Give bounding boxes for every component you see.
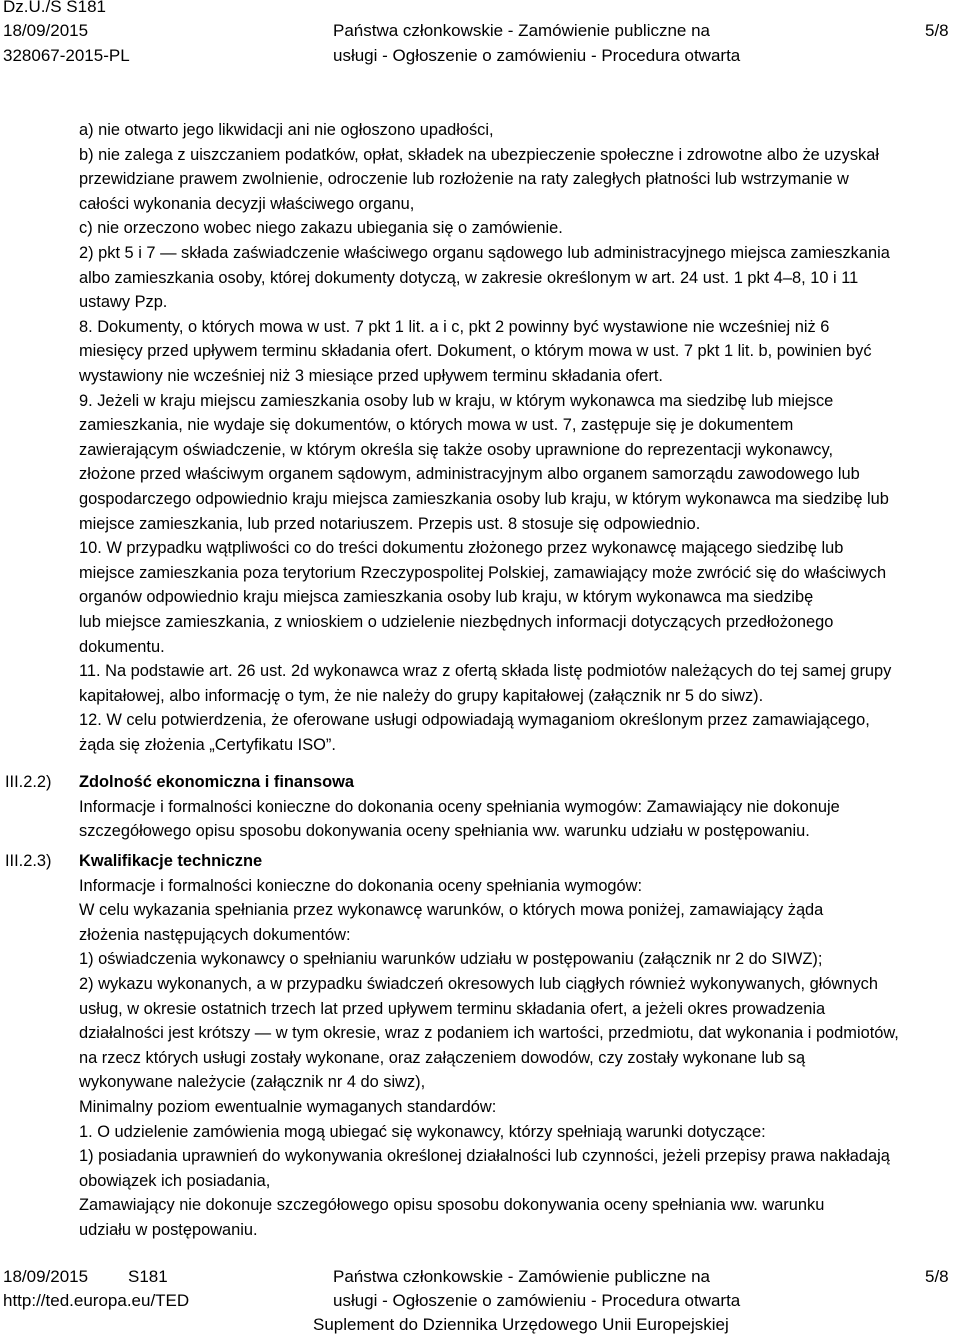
text-line: wykonywane należycie (załącznik nr 4 do siwz),: [79, 1073, 426, 1092]
text-line: c) nie orzeczono wobec niego zakazu ubiegania się o zamówienie.: [79, 219, 563, 238]
text-line: 1) posiadania uprawnień do wykonywania określonej działalności lub czynności, jeżeli przepisy prawa nakładają: [79, 1147, 890, 1166]
footer-title-line2: usługi - Ogłoszenie o zamówieniu - Procedura otwarta: [333, 1291, 741, 1310]
text-line: zamieszkania, nie wydaje się dokumentów, o których mowa w ust. 7, zastępuje się je dokumentem: [79, 416, 794, 435]
footer-series: S181: [128, 1267, 168, 1286]
text-line: lub miejsce zamieszkania, z wnioskiem o udzielenie niezbędnych informacji dotyczących przedłożonego: [79, 613, 834, 631]
section-heading-economic: Zdolność ekonomiczna i finansowa: [79, 773, 355, 791]
text-line: W celu wykazania spełniania przez wykonawcę warunków, o których mowa poniżej, zamawiający żąda: [79, 901, 824, 920]
text-line: Zamawiający nie dokonuje szczegółowego opisu sposobu dokonywania oceny spełniania ww. warunku: [79, 1196, 825, 1215]
text-line: 2) pkt 5 i 7 — składa zaświadczenie właściwego organu sądowego lub administracyjnego miejsca zamieszkania: [79, 244, 890, 262]
header-title-line1: Państwa członkowskie - Zamówienie publiczne na: [333, 21, 711, 40]
text-line: miesięcy przed upływem terminu składania ofert. Dokument, o którym mowa w ust. 7 pkt 1 lit. b, powinien być: [79, 342, 872, 361]
section-heading-technical: Kwalifikacje techniczne: [79, 852, 263, 870]
text-line: 1. O udzielenie zamówienia mogą ubiegać się wykonawcy, którzy spełniają warunki dotyczące:: [79, 1122, 766, 1141]
footer-title-line3: Suplement do Dziennika Urzędowego Unii Europejskiej: [313, 1315, 729, 1334]
page-number: 5/8: [925, 21, 949, 40]
text-line: miejsce zamieszkania, lub przed notariuszem. Przepis ust. 8 stosuje się odpowiednio.: [79, 514, 701, 533]
text-line: na rzecz których usługi zostały wykonane, oraz załączeniem dowodów, czy zostały wykonane lub są: [79, 1048, 806, 1067]
text-line: całości wykonania decyzji właściwego organu,: [79, 194, 415, 213]
text-line: ustawy Pzp.: [79, 293, 168, 312]
text-line: dokumentu.: [79, 637, 165, 656]
text-line: wystawiony nie wcześniej niż 3 miesiące przed upływem terminu składania ofert.: [79, 367, 663, 385]
text-line: 9. Jeżeli w kraju miejscu zamieszkania osoby lub w kraju, w którym wykonawca ma siedzibę lub miejsce: [79, 391, 834, 410]
text-line: 8. Dokumenty, o których mowa w ust. 7 pkt 1 lit. a i c, pkt 2 powinny być wystawione nie wcześniej niż 6: [79, 317, 830, 336]
text-line: zawierającym oświadczenie, w którym określa się także osoby uprawnione do reprezentacji wykonawcy,: [79, 440, 833, 459]
text-line: 2) wykazu wykonanych, a w przypadku świadczeń okresowych lub ciągłych również wykonywanych, głównych: [79, 975, 878, 993]
footer-title-line1: Państwa członkowskie - Zamówienie publiczne na: [333, 1267, 711, 1286]
section-number-iii-2-2: III.2.2): [5, 773, 52, 791]
journal-ref: Dz.U./S S181: [3, 0, 106, 16]
text-line: udziału w postępowaniu.: [79, 1221, 258, 1239]
text-line: przewidziane prawem zwolnienie, odroczenie lub rozłożenie na raty zaległych płatności lub wstrzymanie w: [79, 170, 849, 189]
text-line: kapitałowej, albo informację o tym, że nie należy do grupy kapitałowej (załącznik nr 5 do siwz).: [79, 686, 764, 705]
text-line: 1) oświadczenia wykonawcy o spełnianiu warunków udziału w postępowaniu (załącznik nr 2 do SIWZ);: [79, 950, 823, 969]
text-line: obowiązek ich posiadania,: [79, 1171, 271, 1190]
text-line: żąda się złożenia „Certyfikatu ISO”.: [79, 736, 336, 754]
text-line: szczegółowego opisu sposobu dokonywania oceny spełniania ww. warunku udziału w postępowaniu.: [79, 822, 810, 841]
text-line: 10. W przypadku wątpliwości co do treści dokumentu złożonego przez wykonawcę mającego siedzibę lub: [79, 539, 844, 558]
text-line: a) nie otwarto jego likwidacji ani nie ogłoszono upadłości,: [79, 121, 494, 139]
text-line: gospodarczego odpowiednio kraju miejsca zamieszkania osoby lub kraju, w którym wykonawca ma siedzibę lub: [79, 490, 889, 508]
text-line: miejsce zamieszkania poza terytorium Rzeczypospolitej Polskiej, zamawiający może zwrócić się do właściwych: [79, 563, 887, 582]
text-line: Informacje i formalności konieczne do dokonania oceny spełniania wymogów: Zamawiający nie dokonuje: [79, 797, 840, 816]
footer-page-number: 5/8: [925, 1267, 949, 1286]
notice-id: 328067-2015-PL: [3, 46, 130, 65]
text-line: 11. Na podstawie art. 26 ust. 2d wykonawca wraz z ofertą składa listę podmiotów należących do tej samej grupy: [79, 662, 892, 681]
footer-date: 18/09/2015: [3, 1267, 89, 1286]
footer-url[interactable]: http://ted.europa.eu/TED: [3, 1291, 190, 1310]
header-date: 18/09/2015: [3, 21, 89, 40]
text-line: złożone przed właściwym organem sądowym, administracyjnym albo organem samorządu zawodowego lub: [79, 465, 860, 484]
text-line: Informacje i formalności konieczne do dokonania oceny spełniania wymogów:: [79, 876, 643, 895]
text-line: organów odpowiednio kraju miejsca zamieszkania osoby lub kraju, w którym wykonawca ma siedzibę: [79, 588, 814, 607]
text-line: albo zamieszkania osoby, której dokumenty dotyczą, w zakresie określonym w art. 24 ust. 1 pkt 4–8, 10 i 11: [79, 268, 859, 287]
header-title-line2: usługi - Ogłoszenie o zamówieniu - Procedura otwarta: [333, 46, 741, 65]
text-line: b) nie zalega z uiszczaniem podatków, opłat, składek na ubezpieczenie społeczne i zdrowotne albo że uzyskał: [79, 145, 879, 164]
text-line: złożenia następujących dokumentów:: [79, 925, 351, 944]
text-line: Minimalny poziom ewentualnie wymaganych standardów:: [79, 1098, 497, 1116]
text-line: działalności jest krótszy — w tym okresie, wraz z podaniem ich wartości, przedmiotu, dat wykonania i podmiotów,: [79, 1024, 899, 1043]
text-line: usług, w okresie ostatnich trzech lat przed upływem terminu składania ofert, a jeżeli okres prowadzenia: [79, 999, 826, 1018]
section-number-iii-2-3: III.2.3): [5, 852, 52, 870]
text-line: 12. W celu potwierdzenia, że oferowane usługi odpowiadają wymaganiom określonym przez zamawiającego,: [79, 711, 870, 730]
